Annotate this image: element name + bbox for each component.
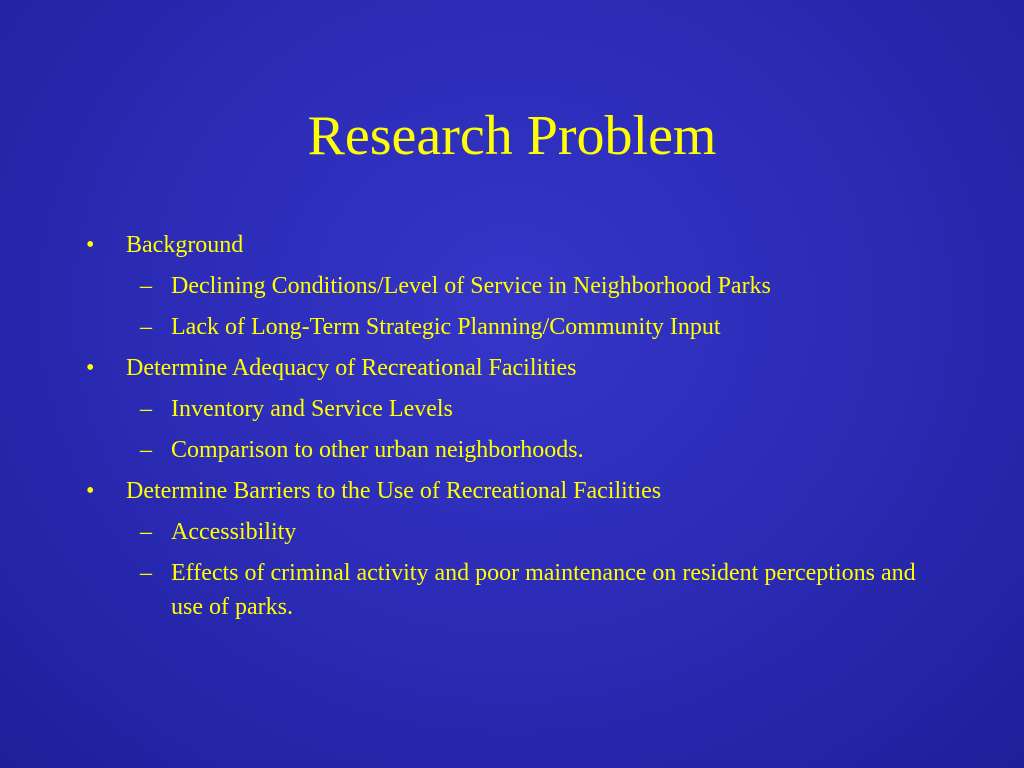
sub-item bbox=[126, 433, 946, 467]
sub-item bbox=[126, 556, 946, 624]
sub-list bbox=[126, 392, 946, 467]
bullet-marker: • bbox=[86, 478, 95, 504]
bullet-item bbox=[86, 351, 946, 467]
dash-marker: – bbox=[140, 519, 152, 545]
dash-marker: – bbox=[140, 437, 152, 463]
dash-marker: – bbox=[140, 314, 152, 340]
bullet-item bbox=[86, 228, 946, 344]
sub-item-text: Declining Conditions/Level of Service in Neighborhood Parks bbox=[171, 273, 771, 299]
bullet-item bbox=[86, 474, 946, 624]
sub-item-text: Lack of Long-Term Strategic Planning/Community Input bbox=[171, 314, 721, 340]
bullet-list bbox=[86, 228, 946, 631]
dash-marker: – bbox=[140, 273, 152, 299]
sub-item bbox=[126, 269, 946, 303]
sub-item-text: Inventory and Service Levels bbox=[171, 396, 453, 422]
sub-item-text: Accessibility bbox=[171, 519, 297, 545]
sub-list bbox=[126, 269, 946, 344]
bullet-marker: • bbox=[86, 355, 95, 381]
dash-marker: – bbox=[140, 560, 152, 586]
sub-item bbox=[126, 392, 946, 426]
bullet-text: Determine Barriers to the Use of Recreational Facilities bbox=[126, 478, 662, 504]
bullet-marker: • bbox=[86, 232, 95, 258]
dash-marker: – bbox=[140, 396, 152, 422]
slide-title: Research Problem bbox=[307, 105, 717, 167]
bullet-text: Background bbox=[126, 232, 244, 258]
sub-list bbox=[126, 515, 946, 624]
sub-item-text: Comparison to other urban neighborhoods. bbox=[171, 437, 584, 463]
sub-item bbox=[126, 310, 946, 344]
sub-item-text: Effects of criminal activity and poor maintenance on resident perceptions and use of parks. bbox=[171, 560, 916, 620]
bullet-text: Determine Adequacy of Recreational Facilities bbox=[126, 355, 577, 381]
sub-item bbox=[126, 515, 946, 549]
